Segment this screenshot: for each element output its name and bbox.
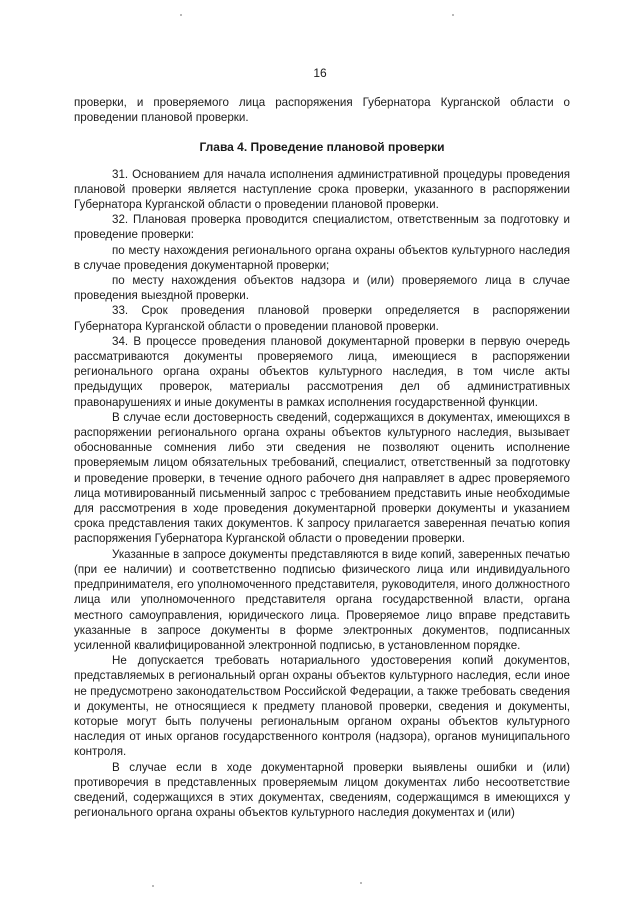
page-number: 16: [313, 66, 327, 80]
scan-speck: [180, 14, 182, 16]
paragraph: Не допускается требовать нотариального удостоверения копий документов, представляемых в региональный орган охраны объектов культурного наследия, если иное не предусмотрено законодательством Российской Федерации, а также требовать сведения и документы, не относящиеся к предмету плановой проверки, сведения и документы, которые могут быть получены региональным органом охраны объектов культурного наследия от иных органов государственного контроля (надзора), органов муниципального контроля.: [74, 654, 570, 759]
document-body: [74, 95, 570, 820]
paragraph: Указанные в запросе документы представляются в виде копий, заверенных печатью (при ее наличии) и соответственно подписью физического лица или индивидуального предпринимателя, его уполномоченного представителя, руководителя, иного должностного лица или уполномоченного представителя органа государственной власти, органа местного самоуправления, юридического лица. Проверяемое лицо вправе представить указанные в запросе документы в форме электронных документов, подписанных усиленной квалифицированной электронной подписью, в установленном порядке.: [74, 547, 570, 652]
paragraph: В случае если в ходе документарной проверки выявлены ошибки и (или) противоречия в представленных проверяемым лицом документах либо несоответствие сведений, содержащихся в этих документах, сведениям, содержащимся в имеющихся у регионального органа охраны объектов культурного наследия документах и (или): [74, 760, 570, 820]
chapter-heading: Глава 4. Проведение плановой проверки: [199, 140, 445, 155]
paragraph: по месту нахождения регионального органа охраны объектов культурного наследия в случае проведения документарной проверки;: [74, 243, 570, 272]
paragraph: 33. Срок проведения плановой проверки определяется в распоряжении Губернатора Курганской области о проведении плановой проверки.: [74, 304, 570, 333]
scan-speck: [152, 885, 154, 887]
intro-paragraph: проверки, и проверяемого лица распоряжения Губернатора Курганской области о проведении плановой проверки.: [74, 96, 570, 125]
paragraph: по месту нахождения объектов надзора и (или) проверяемого лица в случае проведения выездной проверки.: [74, 274, 570, 303]
paragraph: 32. Плановая проверка проводится специалистом, ответственным за подготовку и проведение проверки:: [74, 213, 570, 242]
paragraph: В случае если достоверность сведений, содержащихся в документах, имеющихся в распоряжении регионального органа охраны объектов культурного наследия, вызывает обоснованные сомнения либо эти сведения не позволяют оценить исполнение проверяемым лицом обязательных требований, специалист, ответственный за подготовку и проведение проверки, в течение одного рабочего дня направляет в адрес проверяемого лица мотивированный письменный запрос с требованием представить иные необходимые для рассмотрения в ходе проведения документарной проверки документы и указанием срока представления таких документов. К запросу прилагается заверенная печатью копия распоряжения Губернатора Курганской области о проведении проверки.: [74, 410, 570, 546]
scan-speck: [452, 14, 454, 16]
paragraph: 31. Основанием для начала исполнения административной процедуры проведения плановой проверки является наступление срока проверки, указанного в распоряжении Губернатора Курганской области о проведении плановой проверки.: [74, 167, 570, 212]
scan-speck: [360, 882, 362, 884]
paragraph: 34. В процессе проведения плановой документарной проверки в первую очередь рассматриваются документы проверяемого лица, имеющиеся в распоряжении регионального органа охраны объектов культурного наследия, в том числе акты предыдущих проверок, материалы рассмотрения дел об административных правонарушениях и иные документы в рамках исполнения государственной функции.: [74, 334, 570, 409]
